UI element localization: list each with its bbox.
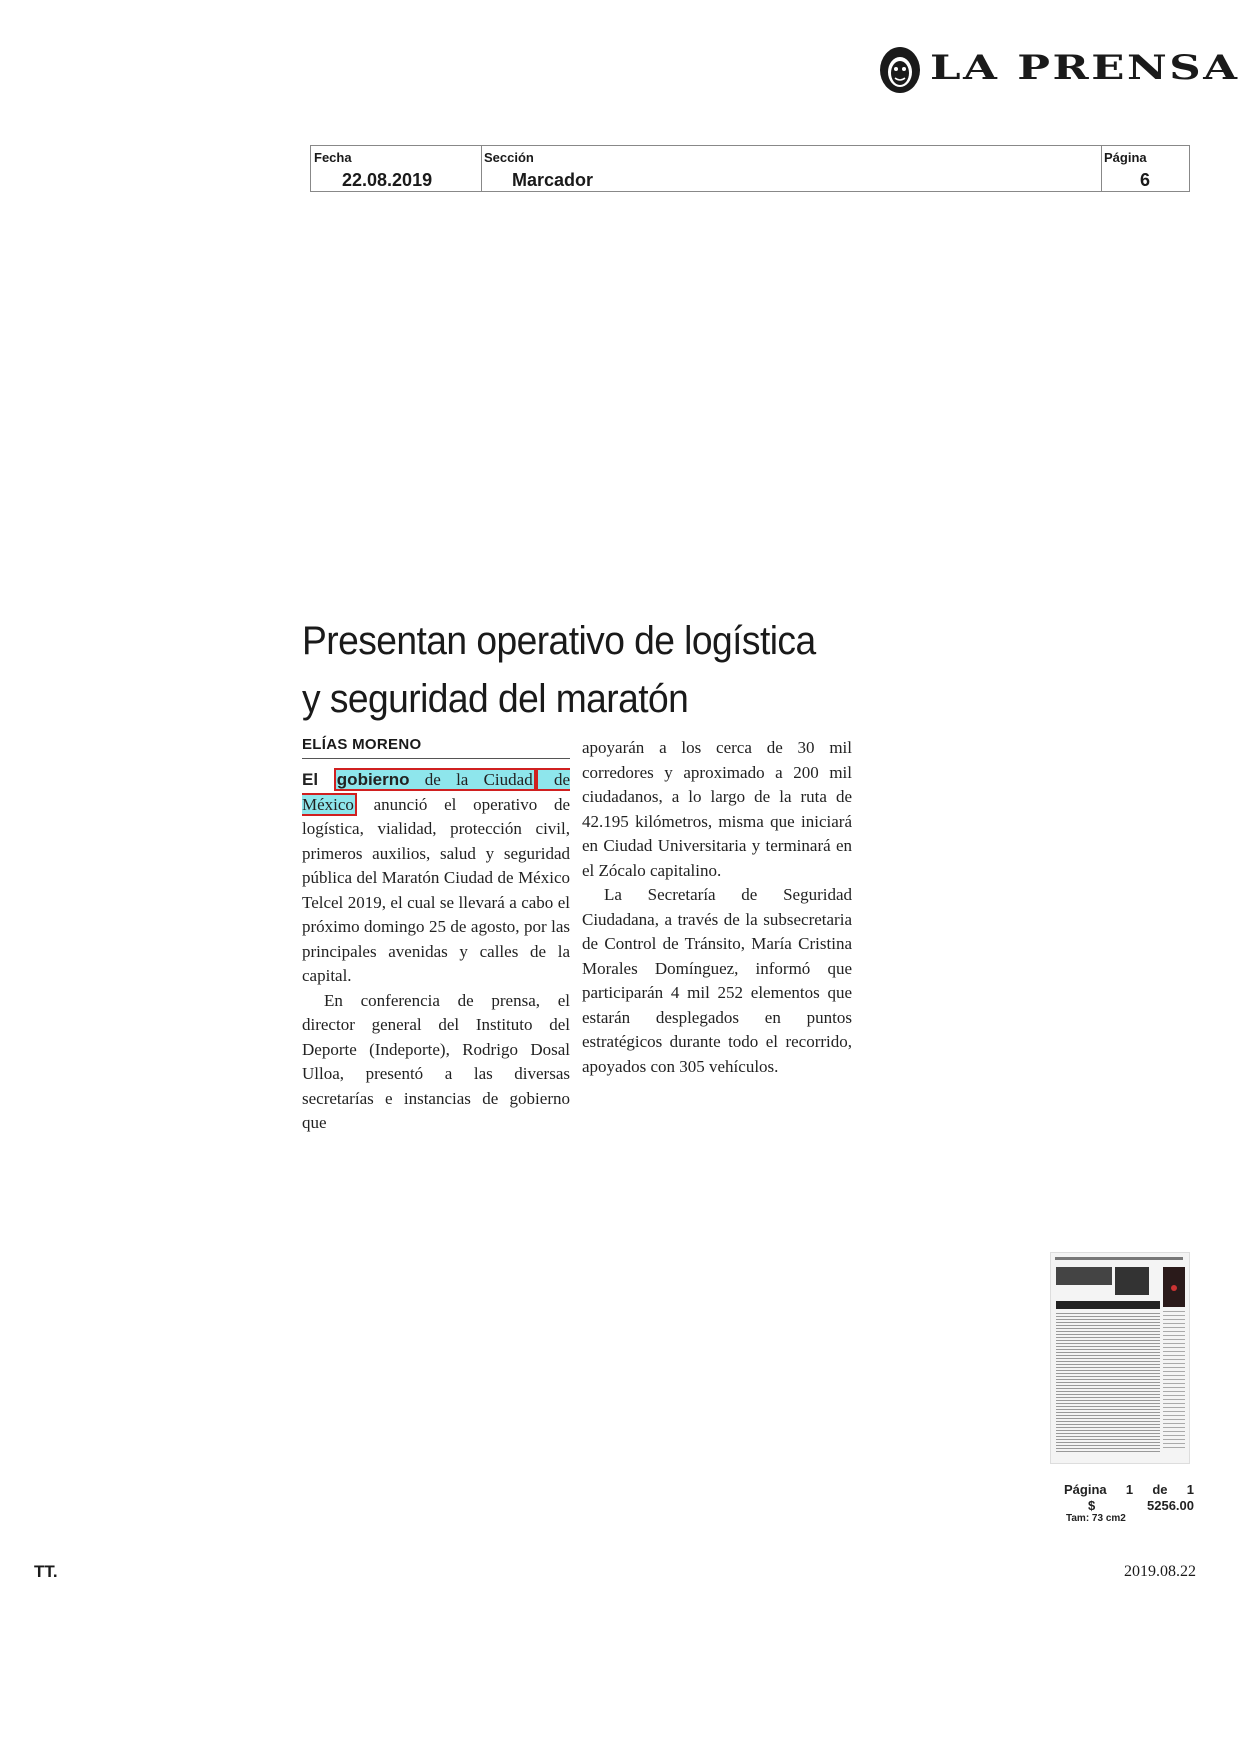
highlight-gobierno	[334, 768, 536, 791]
fecha-value: 22.08.2019	[342, 170, 433, 190]
footer-initials: TT.	[34, 1562, 58, 1581]
paragraph-2: En conferencia de prensa, el director general del Instituto del Deporte (Indeporte), Rodrigo Dosal Ulloa, presentó a las diversas secretarías e instancias de gobierno que	[302, 990, 570, 1132]
paragraph-1	[302, 768, 570, 989]
thumb-band	[1056, 1301, 1160, 1309]
thumb-header-bar	[1055, 1257, 1183, 1260]
article-column-1	[302, 768, 570, 1136]
page-info-total: 1	[1186, 1482, 1194, 1497]
seccion-label: Sección	[484, 150, 534, 165]
byline: ELÍAS MORENO	[302, 736, 570, 759]
pagina-value: 6	[1140, 170, 1151, 190]
la-prensa-logo	[878, 46, 1240, 96]
logo-text: LA PRENSA	[930, 48, 1240, 88]
footer-date: 2019.08.22	[1124, 1563, 1196, 1580]
page-info-currency: $	[1088, 1498, 1096, 1513]
page-thumbnail	[1050, 1252, 1190, 1464]
page-info	[1064, 1482, 1194, 1524]
pagina-label: Página	[1104, 150, 1147, 165]
seccion-value: Marcador	[512, 170, 594, 190]
thumb-photo-accent	[1171, 1285, 1177, 1291]
page-info-de: de	[1152, 1482, 1168, 1497]
thumb-text-lines	[1056, 1313, 1160, 1453]
headline-line-1: Presentan operativo de logística	[302, 619, 816, 663]
page-info-num: 1	[1125, 1482, 1134, 1497]
page-info-size: Tam: 73 cm2	[1066, 1513, 1126, 1524]
lead-word: El	[302, 770, 334, 789]
page-info-amount: 5256.00	[1147, 1498, 1194, 1513]
thumb-side-lines	[1163, 1311, 1185, 1451]
paragraph-3: apoyarán a los cerca de 30 mil corredores y aproximado a 200 mil ciudadanos, a lo largo de la ruta de 42.195 kilómetros, misma que iniciará en Ciudad Universitaria y terminará en el Zócalo capitalino.	[582, 738, 852, 880]
fecha-label: Fecha	[314, 150, 352, 165]
clipping-header	[310, 145, 1190, 192]
paragraph-1-rest: anunció el operativo de logística, vialidad, protección civil, primeros auxilios, salud y seguridad pública del Maratón Ciudad de México Telcel 2019, el cual se llevará a cabo el próximo domingo 25 de agosto, por las principales avenidas y calles de la capital.	[302, 794, 570, 985]
headline-line-2: y seguridad del maratón	[302, 677, 689, 721]
article-headline	[302, 612, 823, 728]
highlight-gobierno-text: gobierno	[336, 770, 410, 789]
fecha-cell	[311, 146, 482, 191]
pagina-cell	[1101, 146, 1191, 191]
page-cost-row	[1064, 1498, 1194, 1513]
thumb-headline-block	[1056, 1267, 1112, 1285]
seccion-cell	[481, 146, 1102, 191]
article-column-2	[582, 736, 852, 1079]
highlight-mexico: de México	[302, 770, 571, 814]
page-info-label: Página	[1064, 1482, 1107, 1497]
paragraph-4: La Secretaría de Seguridad Ciudadana, a través de la subsecretaria de Control de Tránsito, María Cristina Morales Domínguez, informó que participarán 4 mil 252 elementos que estarán desplegados en puntos estratégicos durante todo el recorrido, apoyados con 305 vehículos.	[582, 885, 852, 1076]
thumb-ad-block	[1115, 1267, 1149, 1295]
lion-head-icon	[878, 46, 922, 94]
page-count-row	[1064, 1482, 1194, 1497]
highlight-ciudad-text: de la Ciudad	[409, 770, 533, 789]
